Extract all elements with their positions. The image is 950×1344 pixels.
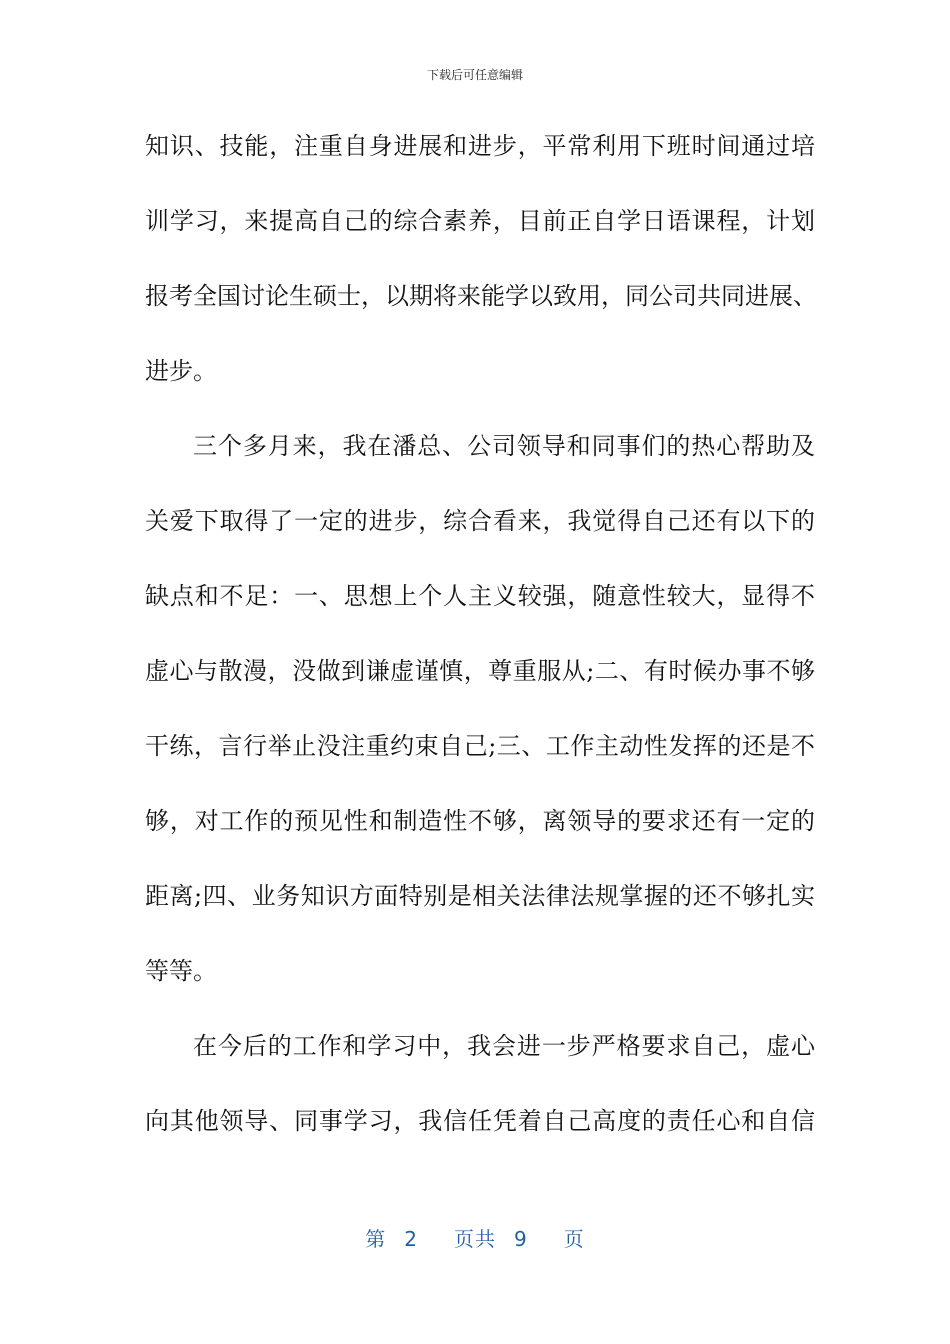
footer-total-pages: 9 [514,1227,528,1251]
text-line: 向其他领导、同事学习，我信任凭着自己高度的责任心和自信 [145,1107,815,1135]
text-line: 训学习，来提高自己的综合素养，目前正自学日语课程，计划 [145,207,815,235]
text-line: 知识、技能，注重自身进展和进步，平常利用下班时间通过培 [145,132,815,160]
text-line: 干练，言行举止没注重约束自己;三、工作主动性发挥的还是不 [145,732,815,760]
text-line: 缺点和不足：一、思想上个人主义较强，随意性较大，显得不 [145,582,815,610]
footer-suffix: 页 [563,1227,585,1251]
text-line: 三个多月来，我在潘总、公司领导和同事们的热心帮助及 [193,432,815,460]
page-footer [0,1226,950,1252]
header-note: 下载后可任意编辑 [426,68,523,82]
footer-prefix: 第 [365,1227,387,1251]
footer-middle: 页共 [454,1227,496,1251]
text-line: 进步。 [145,357,217,385]
text-line: 关爱下取得了一定的进步，综合看来，我觉得自己还有以下的 [145,507,815,535]
text-line: 距离;四、业务知识方面特别是相关法律法规掌握的还不够扎实 [145,882,815,910]
text-line: 报考全国讨论生硕士，以期将来能学以致用，同公司共同进展、 [145,282,817,310]
text-line: 等等。 [145,957,217,985]
text-line: 在今后的工作和学习中，我会进一步严格要求自己，虚心 [193,1032,815,1060]
footer-page-number: 2 [404,1227,418,1251]
text-line: 虚心与散漫，没做到谦虚谨慎，尊重服从;二、有时候办事不够 [145,657,815,685]
text-line: 够，对工作的预见性和制造性不够，离领导的要求还有一定的 [145,807,815,835]
